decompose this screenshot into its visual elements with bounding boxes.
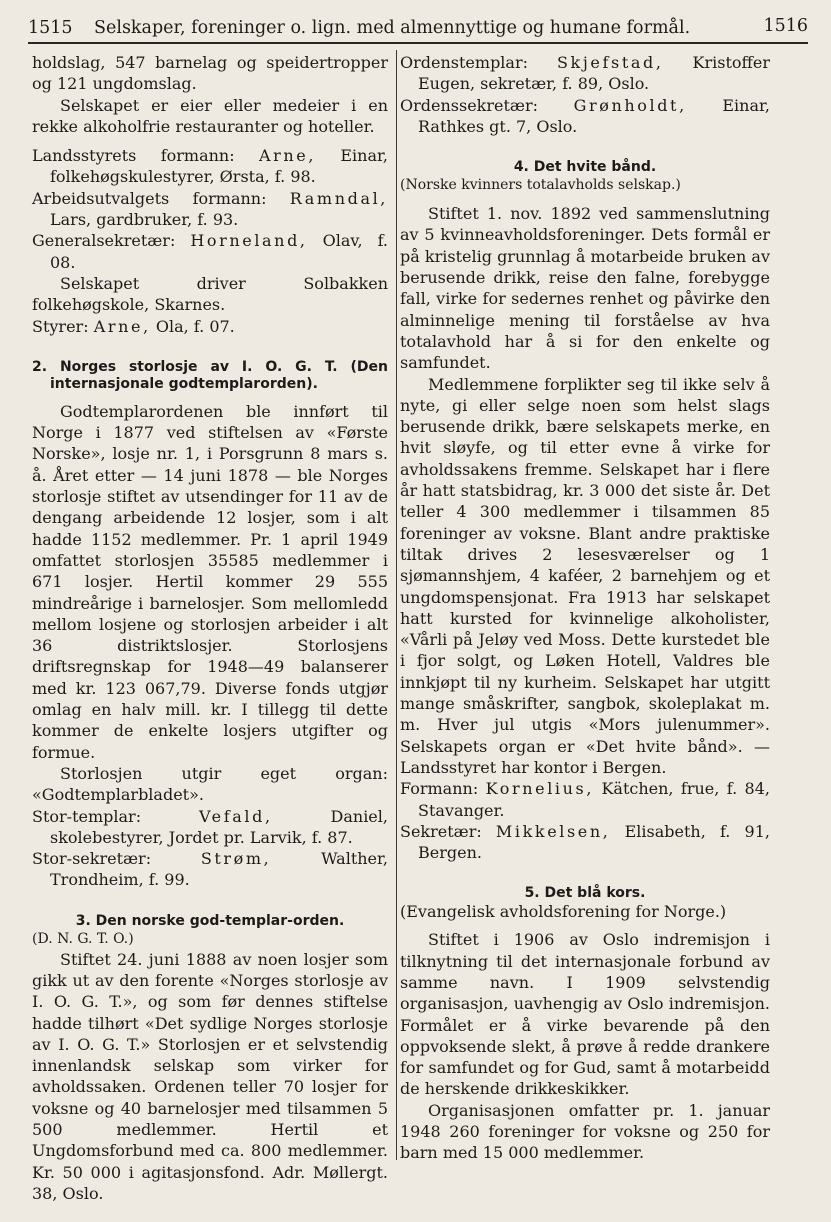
- officer-entry: Generalsekretær: Horneland, Olav, f. 08.: [32, 231, 389, 272]
- section-title: 4. Det hvite bånd.: [513, 159, 657, 176]
- paragraph: Stiftet 24. juni 1888 av noen losjer som gikk ut av den forente «Norges storlosje av I. O. G. T.», og som før dennes stiftelse hadde tilhørt «Det sydlige Norges storlosje av I. O. G. T.» Storlosjen er et selvstendig innenlandsk selskap som virker for avholdssaken. Ordenen teller 70 losjer for voksne og 40 barnelosjer med tilsammen 5 500 medlemmer. Hertil et Ungdomsforbund med ca. 800 medlemmer. Kr. 50 000 i agitasjonsfond. Adr. Møllergt. 38, Oslo.: [32, 949, 388, 1203]
- page-number-right: 1516: [763, 16, 808, 36]
- officer-entry: Stor-sekretær: Strøm, Walther, Trondheim, f. 99.: [32, 849, 388, 890]
- officer-entry: Ordenssekretær: Grønholdt, Einar, Rathkes gt. 7, Oslo.: [400, 95, 770, 136]
- section-subtitle: (D. N. G. T. O.): [32, 930, 134, 947]
- paragraph: Godtemplarordenen ble innført til Norge i 1877 ved stiftelsen av «Første Norske», losje nr. 1, i Porsgrunn 8 mars s. å. Året etter — 14 juni 1878 — ble Norges storlosje stiftet av utsendinger for 11 av de dengang arbeidende 12 losjer, som i alt hadde 1152 medlemmer. Pr. 1 april 1949 omfattet storlosjen 35585 medlemmer i 671 losjer. Hertil kommer 29 555 mindreårige i barnelosjer. Som mellomledd mellom losjene og storlosjen arbeider i alt 36 distriktslosjer. Storlosjens driftsregnskap for 1948—49 balanserer med kr. 123 067,79. Diverse fonds utgjør omlag en halv mill. kr. I tillegg til dette kommer de enkelte losjers utgifter og formue.: [32, 401, 388, 762]
- officer-entry: Landsstyrets formann: Arne, Einar, folkehøgskulestyrer, Ørsta, f. 98.: [32, 146, 388, 187]
- right-column: [400, 52, 770, 1164]
- officer-entry: Styrer: Arne, Ola, f. 07.: [32, 316, 235, 336]
- paragraph: Medlemmene forplikter seg til ikke selv å nyte, gi eller selge noen som helst slags berusende drikk, bære selskapets merke, en hvit sløyfe, og til etter evne å virke for avholdssakens fremme. Selskapet har i flere år hatt statsbidrag, kr. 3 000 det siste år. Det teller 4 300 medlemmer i tilsammen 85 foreninger av voksne. Blant andre praktiske tiltak drives 2 lesesværelser og 1 sjømannshjem, 4 kaféer, 2 barnehjem og et ungdomspensjonat. Fra 1913 har selskapet hatt kursted for kvinnelige alkoholister, «Vårli på Jeløy ved Moss. Dette kurstedet ble i fjor solgt, og Løken Hotell, Valdres ble innkjøpt til ny kurheim. Selskapet har utgitt mange småskrifter, sangbok, skoleplakat m. m. Hver jul utgis «Mors julenummer». Selskapets organ er «Det hvite bånd». — Landsstyret har kontor i Bergen.: [400, 374, 770, 777]
- section-title: 2. Norges storlosje av I. O. G. T. (Den internasjonale godtemplarorden).: [32, 358, 388, 392]
- column-divider: [396, 50, 397, 1160]
- paragraph: Storlosjen utgir eget organ: «Godtemplarbladet».: [32, 763, 388, 805]
- left-column: [32, 52, 388, 1204]
- section-subtitle: (Evangelisk avholdsforening for Norge.): [400, 902, 727, 922]
- officer-entry: Formann: Kornelius, Kätchen, frue, f. 84, Stavanger.: [400, 779, 770, 820]
- paragraph: Organisasjonen omfatter pr. 1. januar 1948 260 foreninger for voksne og 250 for barn med 15 000 medlemmer.: [400, 1100, 770, 1163]
- paragraph: Selskapet driver Solbakken folkehøgskole, Skarnes.: [32, 273, 388, 315]
- section-title: 5. Det blå kors.: [524, 885, 646, 902]
- officer-entry: Sekretær: Mikkelsen, Elisabeth, f. 91, Bergen.: [400, 821, 770, 863]
- paragraph: Selskapet er eier eller medeier i en rekke alkoholfrie restauranter og hoteller.: [32, 95, 388, 136]
- paragraph: Stiftet 1. nov. 1892 ved sammenslutning av 5 kvinneavholdsforeninger. Dets formål er på kristelig grunnlag å motarbeide bruken av berusende drikk, reise den falne, forebygge fall, virke for sedernes renhet og påvirke den alminnelige mening til forståelse av hva totalavhold har å si for den enkelte og samfundet.: [400, 204, 770, 373]
- officer-entry: Stor-templar: Vefald, Daniel, skolebestyrer, Jordet pr. Larvik, f. 87.: [32, 806, 388, 847]
- officer-entry: Ordenstemplar: Skjefstad, Kristoffer Eugen, sekretær, f. 89, Oslo.: [400, 53, 770, 94]
- header-rule: [28, 42, 808, 44]
- officer-entry: Arbeidsutvalgets formann: Ramndal, Lars, gardbruker, f. 93.: [32, 188, 388, 230]
- paragraph: Stiftet i 1906 av Oslo indremisjon i tilknytning til det internasjonale forbund av samme navn. I 1909 selvstendig organisasjon, uavhengig av Oslo indremisjon. Formålet er å virke bevarende på den oppvoksende slekt, å prøve å redde drankere for samfundet og for Gud, samt å motarbeidd de herskende drikkeskikker.: [400, 930, 770, 1099]
- section-title: 3. Den norske god-templar-orden.: [75, 912, 345, 929]
- page-number-left: 1515: [28, 18, 73, 38]
- section-subtitle: (Norske kvinners totalavholds selskap.): [400, 177, 681, 194]
- running-title: Selskaper, foreninger o. lign. med almennyttige og humane formål.: [94, 18, 691, 38]
- paragraph: holdslag, 547 barnelag og speidertropper og 121 ungdomslag.: [32, 53, 388, 94]
